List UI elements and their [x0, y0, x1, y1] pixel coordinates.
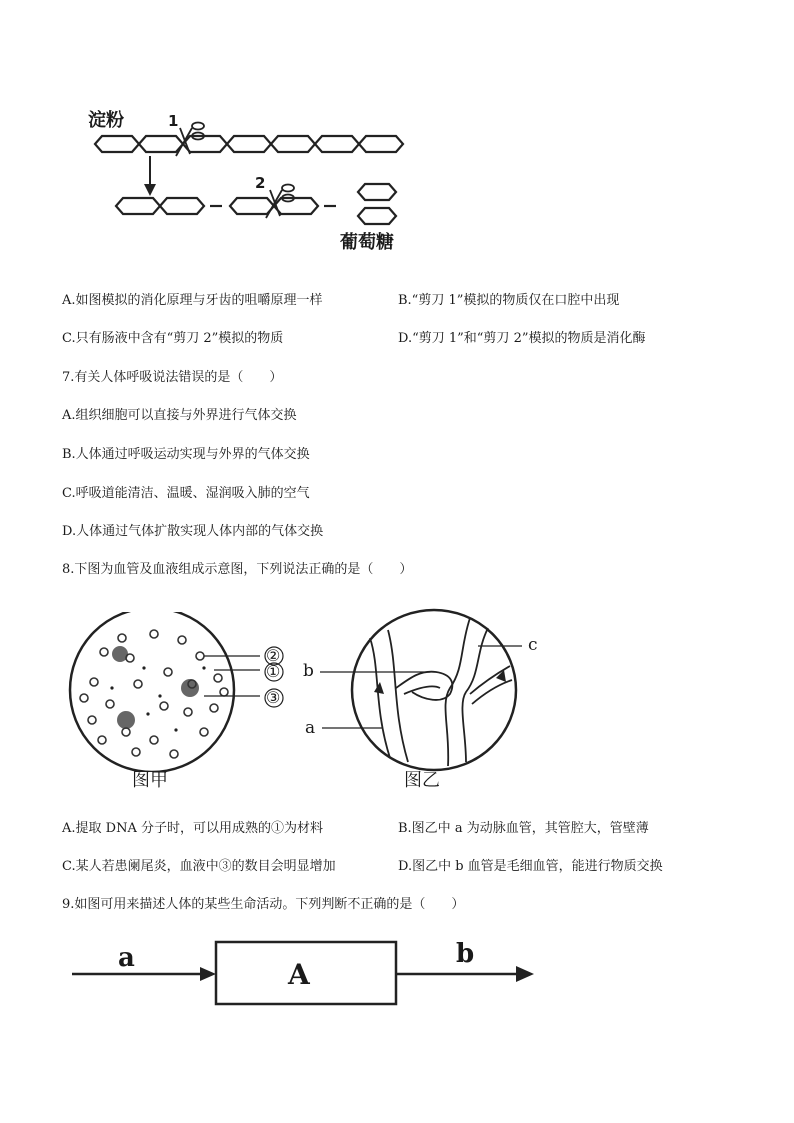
q8-stem: 8.下图为血管及血液组成示意图，下列说法正确的是（ ）: [62, 562, 413, 577]
q8-option-a[interactable]: A.提取 DNA 分子时，可以用成熟的①为材料: [62, 821, 323, 836]
q7-option-a[interactable]: A.组织细胞可以直接与外界进行气体交换: [62, 408, 297, 423]
q9-stem: 9.如图可用来描述人体的某些生命活动。下列判断不正确的是（ ）: [62, 897, 465, 912]
process-box-label: A: [288, 958, 310, 991]
starch-label: 淀粉: [88, 110, 124, 131]
vessel-lines: [370, 618, 512, 766]
down-arrow-icon: [144, 156, 156, 196]
label-b: b: [303, 661, 314, 681]
q7-option-b[interactable]: B.人体通过呼吸运动实现与外界的气体交换: [62, 447, 310, 462]
label-a: a: [305, 718, 316, 738]
blood-vessel-figure: [300, 608, 550, 778]
q7-option-c[interactable]: C.呼吸道能清洁、温暖、湿润吸入肺的空气: [62, 486, 310, 501]
process-output-label: b: [456, 939, 475, 969]
figure-b-caption: 图乙: [404, 770, 440, 791]
marker-3: ③: [266, 688, 281, 707]
glucose-units: [358, 184, 396, 224]
starch-chain: [95, 136, 403, 152]
marker-2: ②: [266, 646, 281, 665]
process-diagram: [70, 930, 550, 1020]
scissors-2-number: 2: [255, 174, 266, 192]
q7-stem: 7.有关人体呼吸说法错误的是（ ）: [62, 370, 283, 385]
marker-1: ①: [266, 662, 281, 681]
q8-option-b[interactable]: B.图乙中 a 为动脉血管，其管腔大，管壁薄: [398, 821, 649, 836]
q6-option-c[interactable]: C.只有肠液中含有“剪刀 2”模拟的物质: [62, 331, 284, 346]
q6-option-d[interactable]: D.“剪刀 1”和“剪刀 2”模拟的物质是消化酶: [398, 331, 646, 346]
glucose-label: 葡萄糖: [340, 232, 394, 253]
red-blood-cells: [80, 630, 228, 758]
white-blood-cells: [112, 646, 199, 729]
scissors-1-number: 1: [168, 112, 179, 130]
q8-option-c[interactable]: C.某人若患阑尾炎，血液中③的数目会明显增加: [62, 859, 336, 874]
q7-option-d[interactable]: D.人体通过气体扩散实现人体内部的气体交换: [62, 524, 324, 539]
figure-a-caption: 图甲: [132, 770, 168, 791]
q6-option-b[interactable]: B.“剪刀 1”模拟的物质仅在口腔中出现: [398, 293, 620, 308]
label-c: c: [528, 635, 538, 655]
q8-option-d[interactable]: D.图乙中 b 血管是毛细血管，能进行物质交换: [398, 859, 663, 874]
process-input-label: a: [118, 943, 135, 973]
q6-option-a[interactable]: A.如图模拟的消化原理与牙齿的咀嚼原理一样: [62, 293, 323, 308]
